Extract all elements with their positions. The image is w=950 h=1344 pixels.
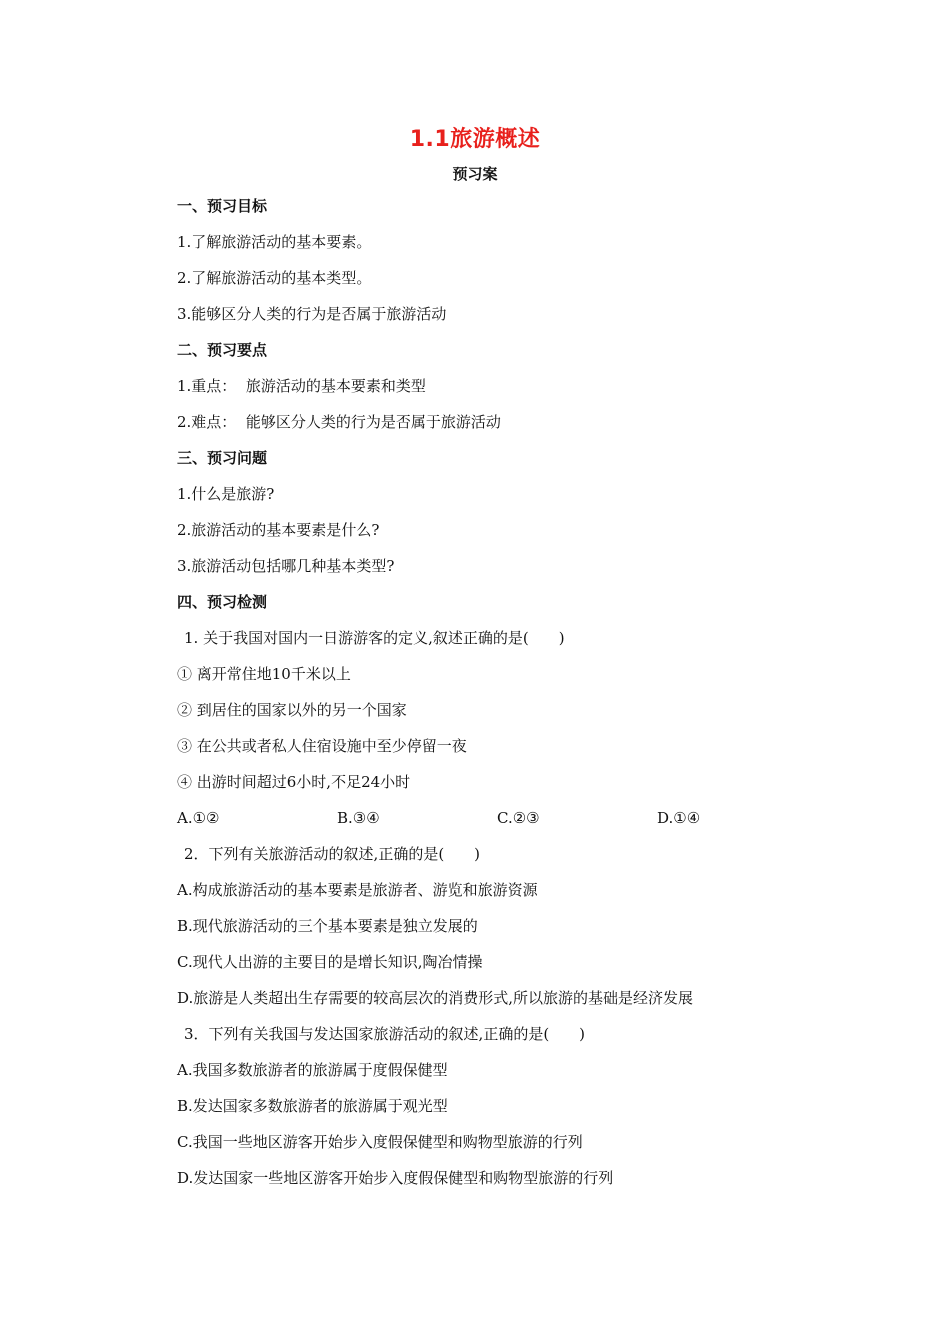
q1-statement: ③ 在公共或者私人住宿设施中至少停留一夜 <box>177 737 467 755</box>
document-body <box>177 188 817 1196</box>
q1-statement: ① 离开常住地10千米以上 <box>177 665 351 683</box>
q1-stem: 1. 关于我国对国内一日游游客的定义,叙述正确的是( ) <box>184 629 565 647</box>
section-heading-goals: 一、预习目标 <box>177 197 268 215</box>
section-heading-test: 四、预习检测 <box>177 593 268 611</box>
q3-stem: 3．下列有关我国与发达国家旅游活动的叙述,正确的是( ) <box>184 1025 586 1043</box>
q1-statement: ② 到居住的国家以外的另一个国家 <box>177 701 407 719</box>
section-heading-questions: 三、预习问题 <box>177 449 268 467</box>
q3-option-d: D.发达国家一些地区游客开始步入度假保健型和购物型旅游的行列 <box>177 1169 614 1187</box>
question-item: 2.旅游活动的基本要素是什么? <box>177 521 380 539</box>
q3-option-a: A.我国多数旅游者的旅游属于度假保健型 <box>177 1061 448 1079</box>
page-subtitle: 预习案 <box>452 165 498 183</box>
goal-item: 2.了解旅游活动的基本类型。 <box>177 269 372 287</box>
q2-option-d: D.旅游是人类超出生存需要的较高层次的消费形式,所以旅游的基础是经济发展 <box>177 989 694 1007</box>
q2-option-c: C.现代人出游的主要目的是增长知识,陶冶情操 <box>177 953 483 971</box>
point-item: 2.难点： 能够区分人类的行为是否属于旅游活动 <box>177 413 501 431</box>
q2-stem: 2．下列有关旅游活动的叙述,正确的是( ) <box>184 845 481 863</box>
section-heading-points: 二、预习要点 <box>177 341 268 359</box>
point-item: 1.重点： 旅游活动的基本要素和类型 <box>177 377 426 395</box>
q2-option-b: B.现代旅游活动的三个基本要素是独立发展的 <box>177 917 478 935</box>
q1-statement: ④ 出游时间超过6小时,不足24小时 <box>177 773 411 791</box>
q1-option-b: B.③④ <box>337 809 380 827</box>
q1-option-c: C.②③ <box>497 809 540 827</box>
q1-option-a: A.①② <box>177 809 220 827</box>
goal-item: 1.了解旅游活动的基本要素。 <box>177 233 372 251</box>
q3-option-c: C.我国一些地区游客开始步入度假保健型和购物型旅游的行列 <box>177 1133 583 1151</box>
q1-options <box>177 800 817 836</box>
q1-option-d: D.①④ <box>657 809 701 827</box>
q3-option-b: B.发达国家多数旅游者的旅游属于观光型 <box>177 1097 448 1115</box>
page-title: 1.1旅游概述 <box>409 127 541 152</box>
q2-option-a: A.构成旅游活动的基本要素是旅游者、游览和旅游资源 <box>177 881 538 899</box>
question-item: 1.什么是旅游? <box>177 485 275 503</box>
question-item: 3.旅游活动包括哪几种基本类型? <box>177 557 395 575</box>
goal-item: 3.能够区分人类的行为是否属于旅游活动 <box>177 305 447 323</box>
